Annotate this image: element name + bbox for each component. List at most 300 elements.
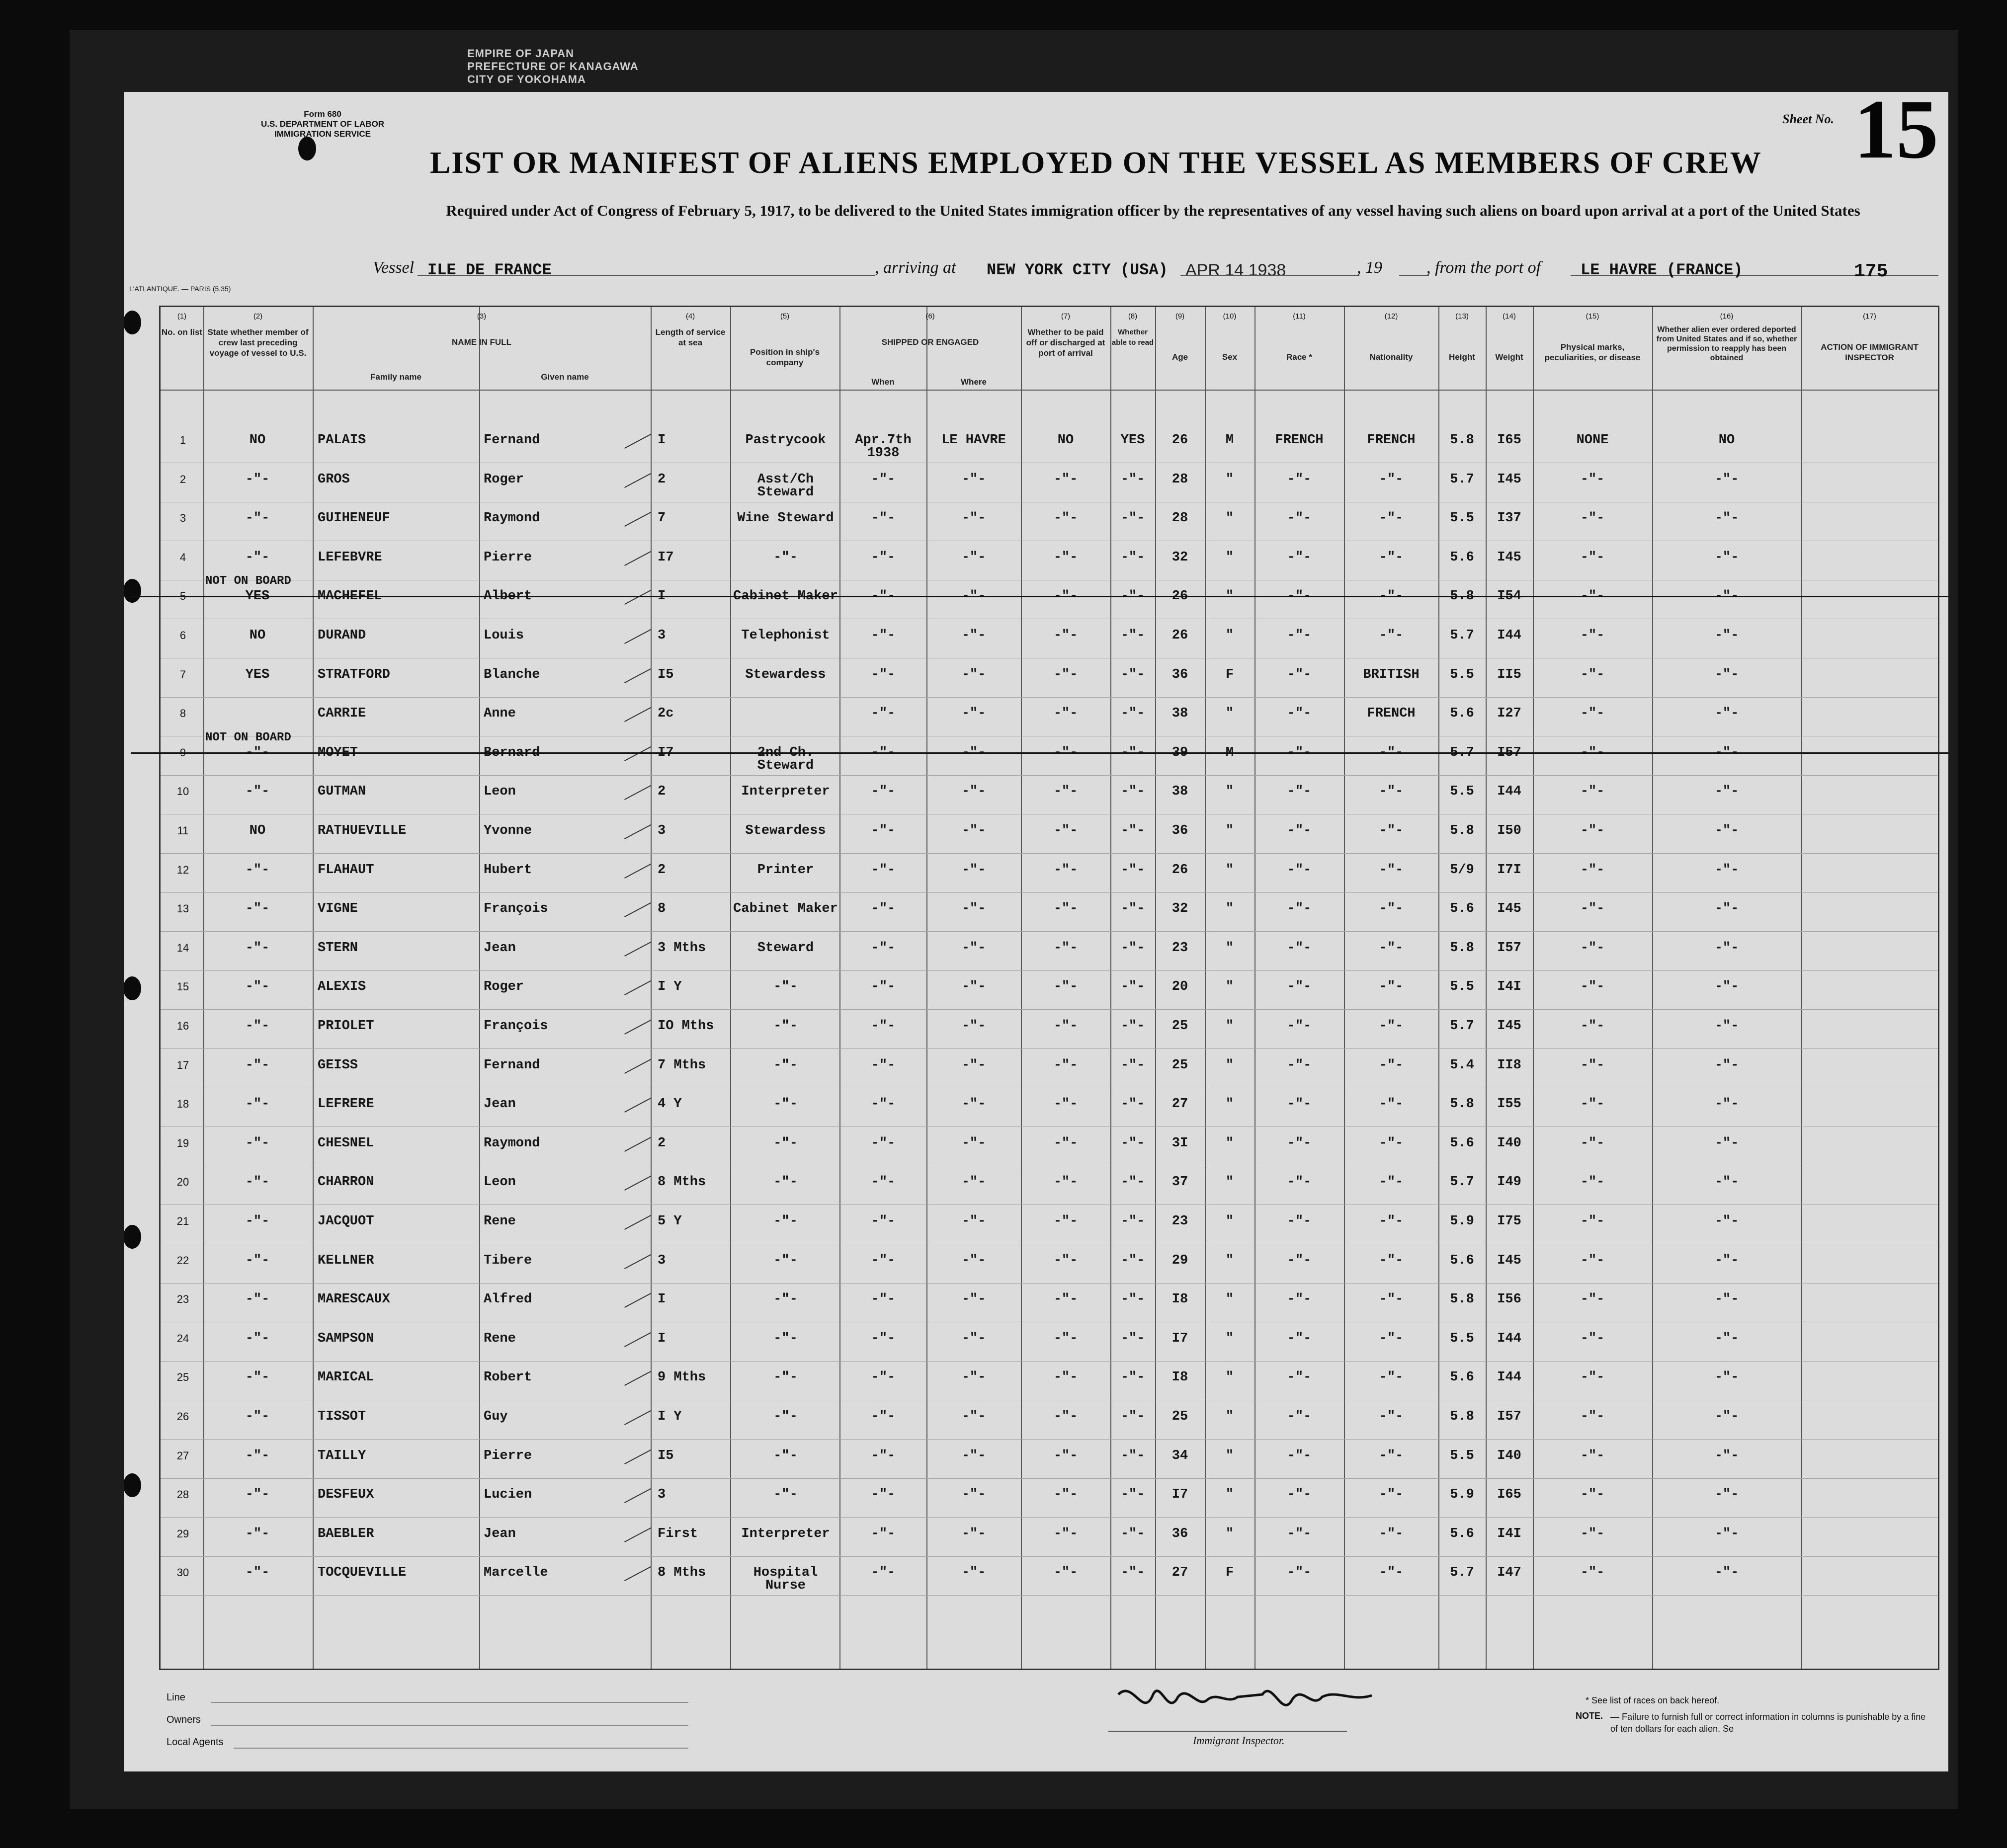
cell-paid: -"-: [1053, 1057, 1078, 1073]
cell-when: -"-: [871, 1370, 896, 1385]
cell-age: I7: [1171, 1487, 1188, 1503]
cell-paid: -"-: [1053, 550, 1078, 565]
table-row: [161, 1137, 1938, 1165]
table-row: [161, 1371, 1938, 1399]
cell-race: -"-: [1287, 511, 1312, 526]
cell-marks: -"-: [1580, 1487, 1605, 1503]
cell-deported: -"-: [1714, 589, 1739, 604]
cell-height: 5.5: [1450, 667, 1474, 682]
document-subtitle: Required under Act of Congress of February 5, 1917, to be delivered to the United States immigration officer by the representatives of any vessel having such aliens on board upon arrival at a port of the United States: [446, 202, 1860, 219]
cell-read: -"-: [1120, 862, 1145, 878]
cell-deported: -"-: [1714, 823, 1739, 838]
cell-read: -"-: [1120, 1135, 1145, 1151]
cell-service: I: [658, 1292, 666, 1307]
cell-position: -"-: [773, 1448, 798, 1463]
cell-family: GUIHENEUF: [318, 511, 390, 526]
cell-service: I7: [658, 745, 674, 760]
cell-deported: -"-: [1714, 1409, 1739, 1424]
cell-service: 7: [658, 511, 666, 526]
cell-no: 7: [179, 668, 186, 681]
cell-prev: -"-: [245, 511, 270, 526]
cell-height: 5.6: [1450, 901, 1474, 917]
col-header-8: Whether able to read: [1111, 328, 1154, 347]
cell-paid: -"-: [1053, 1487, 1078, 1503]
cell-weight: I27: [1497, 706, 1521, 722]
cell-service: 2: [658, 784, 666, 800]
cell-service: I Y: [658, 979, 682, 995]
cell-read: -"-: [1120, 511, 1145, 526]
cell-prev: -"-: [245, 1487, 270, 1503]
cell-prev: -"-: [245, 1448, 270, 1463]
cell-position: Cabinet Maker: [733, 589, 838, 604]
cell-family: KELLNER: [318, 1253, 374, 1268]
cell-paid: -"-: [1053, 1370, 1078, 1385]
cell-where: -"-: [961, 1526, 986, 1541]
cell-no: 19: [176, 1136, 189, 1149]
cell-sex: ": [1225, 472, 1234, 487]
cell-no: 22: [176, 1254, 189, 1267]
cell-family: DURAND: [318, 628, 366, 643]
cell-no: 17: [176, 1058, 189, 1071]
cell-sex: ": [1225, 784, 1234, 800]
cell-read: -"-: [1120, 979, 1145, 995]
cell-where: -"-: [961, 1331, 986, 1346]
cell-sex: F: [1225, 1565, 1234, 1581]
cell-read: -"-: [1120, 901, 1145, 917]
cell-when: -"-: [871, 1526, 896, 1541]
cell-no: 13: [176, 902, 189, 915]
cell-paid: -"-: [1053, 628, 1078, 643]
cell-nat: -"-: [1379, 1253, 1404, 1268]
cell-sex: ": [1225, 1292, 1234, 1307]
cell-prev: -"-: [245, 745, 270, 760]
cell-height: 5.8: [1450, 433, 1474, 448]
cell-weight: I4I: [1497, 979, 1521, 995]
cell-where: -"-: [961, 1057, 986, 1073]
stamp-line-3: CITY OF YOKOHAMA: [467, 73, 586, 85]
cell-height: 5.5: [1450, 784, 1474, 800]
table-row: [161, 1020, 1938, 1047]
cell-when: -"-: [871, 940, 896, 956]
cell-sex: ": [1225, 940, 1234, 956]
cell-service: 3: [658, 1253, 666, 1268]
cell-marks: -"-: [1580, 1057, 1605, 1073]
cell-weight: II8: [1497, 1057, 1521, 1073]
cell-prev: -"-: [245, 550, 270, 565]
cell-paid: -"-: [1053, 589, 1078, 604]
cell-when: -"-: [871, 550, 896, 565]
line-underline: [211, 1702, 688, 1703]
cell-sex: ": [1225, 1487, 1234, 1503]
cell-nat: -"-: [1379, 823, 1404, 838]
cell-where: -"-: [961, 1565, 986, 1581]
cell-age: 23: [1171, 1214, 1188, 1229]
cell-service: 8 Mths: [658, 1565, 706, 1581]
cell-marks: -"-: [1580, 1565, 1605, 1581]
cell-sex: ": [1225, 823, 1234, 838]
cell-paid: -"-: [1053, 1409, 1078, 1424]
cell-given: Lucien: [484, 1487, 532, 1503]
cell-given: Tibere: [484, 1253, 532, 1268]
cell-service: 3: [658, 1487, 666, 1503]
cell-weight: I57: [1497, 940, 1521, 956]
cell-height: 5.8: [1450, 1292, 1474, 1307]
cell-prev: NO: [249, 433, 266, 448]
cell-where: -"-: [961, 1097, 986, 1112]
cell-marks: -"-: [1580, 1214, 1605, 1229]
cell-sex: ": [1225, 1331, 1234, 1346]
row-divider: [161, 892, 1938, 893]
from-label: , from the port of: [1426, 258, 1541, 277]
cell-sex: ": [1225, 1253, 1234, 1268]
col-header-family: Family name: [370, 372, 421, 382]
cell-given: Alfred: [484, 1292, 532, 1307]
cell-prev: -"-: [245, 1409, 270, 1424]
cell-family: BAEBLER: [318, 1526, 374, 1541]
cell-marks: -"-: [1580, 784, 1605, 800]
cell-position: -"-: [773, 979, 798, 995]
arrival-port: NEW YORK CITY (USA): [987, 261, 1168, 279]
cell-no: 18: [176, 1098, 189, 1111]
cell-nat: -"-: [1379, 1175, 1404, 1190]
cell-race: -"-: [1287, 1409, 1312, 1424]
cell-age: 25: [1171, 1019, 1188, 1034]
cell-read: -"-: [1120, 940, 1145, 956]
cell-deported: -"-: [1714, 1370, 1739, 1385]
cell-prev: -"-: [245, 1135, 270, 1151]
cell-sex: ": [1225, 1370, 1234, 1385]
cell-height: 5.8: [1450, 940, 1474, 956]
cell-no: 26: [176, 1410, 189, 1423]
cell-nat: -"-: [1379, 1487, 1404, 1503]
cell-marks: -"-: [1580, 1019, 1605, 1034]
cell-race: -"-: [1287, 784, 1312, 800]
cell-position: -"-: [773, 1097, 798, 1112]
cell-given: Anne: [484, 706, 516, 722]
cell-position: -"-: [773, 1057, 798, 1073]
cell-marks: -"-: [1580, 472, 1605, 487]
cell-when: -"-: [871, 784, 896, 800]
table-row: [161, 1293, 1938, 1321]
cell-prev: -"-: [245, 940, 270, 956]
cell-height: 5.8: [1450, 1097, 1474, 1112]
cell-family: LEFEBVRE: [318, 550, 382, 565]
cell-deported: -"-: [1714, 1448, 1739, 1463]
cell-prev: -"-: [245, 901, 270, 917]
cell-no: 27: [176, 1449, 189, 1462]
cell-position: Hospital Nurse: [753, 1565, 818, 1594]
arriving-label: , arriving at: [875, 258, 956, 277]
year-underline: [1399, 275, 1429, 276]
row-divider: [161, 1048, 1938, 1049]
cell-position: Interpreter: [741, 784, 830, 800]
table-row: [161, 434, 1938, 462]
punch-hole: [124, 579, 141, 603]
cell-when: -"-: [871, 628, 896, 643]
cell-nat: -"-: [1379, 589, 1404, 604]
cell-given: François: [484, 901, 548, 917]
cell-given: Jean: [484, 1097, 516, 1112]
cell-weight: I54: [1497, 589, 1521, 604]
cell-height: 5.7: [1450, 1565, 1474, 1581]
cell-where: -"-: [961, 1487, 986, 1503]
cell-prev: YES: [245, 667, 270, 682]
cell-position: -"-: [773, 1370, 798, 1385]
table-row: [161, 473, 1938, 501]
cell-annotation: NOT ON BOARD: [205, 730, 291, 744]
cell-paid: -"-: [1053, 1565, 1078, 1581]
col-header-7: Whether to be paid off or discharged at port of arrival: [1026, 327, 1105, 358]
cell-paid: -"-: [1053, 823, 1078, 838]
col-header-9: Age: [1171, 352, 1188, 362]
cell-where: -"-: [961, 784, 986, 800]
cell-read: -"-: [1120, 1526, 1145, 1541]
cell-where: -"-: [961, 901, 986, 917]
cell-height: 5.9: [1450, 1214, 1474, 1229]
cell-when: -"-: [871, 1057, 896, 1073]
cell-where: -"-: [961, 706, 986, 722]
cell-race: -"-: [1287, 1565, 1312, 1581]
cell-nat: -"-: [1379, 862, 1404, 878]
cell-where: -"-: [961, 1409, 986, 1424]
cell-service: 2: [658, 862, 666, 878]
line-label: Line: [167, 1692, 185, 1703]
cell-given: Blanche: [484, 667, 540, 682]
cell-marks: -"-: [1580, 1292, 1605, 1307]
cell-paid: -"-: [1053, 667, 1078, 682]
cell-marks: -"-: [1580, 1253, 1605, 1268]
cell-position: Asst/Ch Steward: [757, 472, 814, 500]
cell-deported: NO: [1718, 433, 1735, 448]
cell-deported: -"-: [1714, 1565, 1739, 1581]
cell-no: 8: [179, 707, 186, 720]
owners-label: Owners: [167, 1714, 201, 1725]
cell-height: 5.5: [1450, 1331, 1474, 1346]
cell-marks: -"-: [1580, 550, 1605, 565]
cell-prev: -"-: [245, 1292, 270, 1307]
cell-weight: I45: [1497, 1019, 1521, 1034]
table-row: [161, 668, 1938, 696]
cell-race: -"-: [1287, 1370, 1312, 1385]
cell-where: -"-: [961, 628, 986, 643]
cell-position: 2nd Ch. Steward: [757, 745, 814, 773]
cell-height: 5.6: [1450, 1253, 1474, 1268]
cell-prev: -"-: [245, 1331, 270, 1346]
cell-when: Apr.7th 1938: [855, 433, 912, 461]
cell-prev: -"-: [245, 1175, 270, 1190]
cell-position: -"-: [773, 1487, 798, 1503]
col-header-given: Given name: [541, 372, 589, 382]
vessel-label: Vessel: [373, 258, 415, 277]
cell-where: -"-: [961, 550, 986, 565]
cell-service: 5 Y: [658, 1214, 682, 1229]
cell-prev: -"-: [245, 1565, 270, 1581]
cell-read: YES: [1120, 433, 1145, 448]
cell-weight: I40: [1497, 1135, 1521, 1151]
cell-sex: ": [1225, 1448, 1234, 1463]
col-header-5: Position in ship's company: [750, 347, 820, 367]
cell-height: 5.5: [1450, 511, 1474, 526]
cell-prev: -"-: [245, 1019, 270, 1034]
cell-where: -"-: [961, 979, 986, 995]
cell-prev: -"-: [245, 1057, 270, 1073]
table-row: [161, 707, 1938, 735]
cell-nat: -"-: [1379, 1526, 1404, 1541]
cell-service: 9 Mths: [658, 1370, 706, 1385]
row-divider: [161, 1595, 1938, 1596]
cell-sex: ": [1225, 550, 1234, 565]
cell-when: -"-: [871, 979, 896, 995]
cell-position: Telephonist: [741, 628, 830, 643]
cell-marks: -"-: [1580, 511, 1605, 526]
cell-sex: ": [1225, 1019, 1234, 1034]
col-num-14: (14): [1503, 312, 1516, 321]
cell-when: -"-: [871, 706, 896, 722]
form-header: [261, 109, 384, 139]
cell-height: 5.7: [1450, 745, 1474, 760]
cell-nat: -"-: [1379, 550, 1404, 565]
cell-marks: -"-: [1580, 1448, 1605, 1463]
cell-paid: NO: [1057, 433, 1074, 448]
cell-race: -"-: [1287, 628, 1312, 643]
cell-marks: -"-: [1580, 1097, 1605, 1112]
cell-deported: -"-: [1714, 1526, 1739, 1541]
cell-given: Jean: [484, 940, 516, 956]
cell-race: -"-: [1287, 589, 1312, 604]
row-divider: [161, 1361, 1938, 1362]
cell-age: 26: [1171, 433, 1188, 448]
cell-family: RATHUEVILLE: [318, 823, 407, 838]
cell-nat: -"-: [1379, 1214, 1404, 1229]
date-underline: [1180, 275, 1359, 276]
cell-race: -"-: [1287, 901, 1312, 917]
cell-race: -"-: [1287, 745, 1312, 760]
cell-prev: -"-: [245, 1214, 270, 1229]
cell-marks: -"-: [1580, 667, 1605, 682]
cell-annotation: NOT ON BOARD: [205, 574, 291, 588]
col-num-13: (13): [1455, 312, 1469, 321]
cell-when: -"-: [871, 1253, 896, 1268]
cell-when: -"-: [871, 823, 896, 838]
cell-marks: -"-: [1580, 940, 1605, 956]
document-title: LIST OR MANIFEST OF ALIENS EMPLOYED ON THE VESSEL AS MEMBERS OF CREW: [430, 146, 1762, 180]
cell-sex: ": [1225, 589, 1234, 604]
col-num-7: (7): [1061, 312, 1071, 321]
cell-family: GROS: [318, 472, 350, 487]
cell-paid: -"-: [1053, 1331, 1078, 1346]
cell-given: Marcelle: [484, 1565, 548, 1581]
cell-where: -"-: [961, 589, 986, 604]
cell-read: -"-: [1120, 1292, 1145, 1307]
col-num-8: (8): [1128, 312, 1138, 321]
cell-height: 5.6: [1450, 1526, 1474, 1541]
cell-paid: -"-: [1053, 979, 1078, 995]
cell-weight: I37: [1497, 511, 1521, 526]
cell-where: -"-: [961, 940, 986, 956]
col-num-5: (5): [780, 312, 790, 321]
cell-marks: -"-: [1580, 1370, 1605, 1385]
cell-deported: -"-: [1714, 1253, 1739, 1268]
cell-age: I8: [1171, 1370, 1188, 1385]
cell-nat: -"-: [1379, 1135, 1404, 1151]
col-header-where: Where: [961, 377, 987, 387]
cell-height: 5.6: [1450, 1370, 1474, 1385]
cell-race: -"-: [1287, 979, 1312, 995]
punch-hole: [298, 137, 316, 161]
cell-where: -"-: [961, 1135, 986, 1151]
cell-paid: -"-: [1053, 940, 1078, 956]
cell-given: Leon: [484, 784, 516, 800]
cell-given: Leon: [484, 1175, 516, 1190]
col-num-15: (15): [1586, 312, 1599, 321]
cell-sex: ": [1225, 1409, 1234, 1424]
cell-race: -"-: [1287, 706, 1312, 722]
races-note: * See list of races on back hereof.: [1586, 1695, 1720, 1705]
cell-no: 12: [176, 863, 189, 876]
cell-paid: -"-: [1053, 745, 1078, 760]
inspector-underline: [1108, 1731, 1347, 1732]
cell-when: -"-: [871, 1409, 896, 1424]
cell-service: I: [658, 1331, 666, 1346]
cell-position: -"-: [773, 1331, 798, 1346]
cell-prev: -"-: [245, 1253, 270, 1268]
cell-nat: -"-: [1379, 1019, 1404, 1034]
cell-paid: -"-: [1053, 1253, 1078, 1268]
inspector-label: Immigrant Inspector.: [1193, 1734, 1285, 1747]
row-divider: [161, 1478, 1938, 1479]
cell-nat: -"-: [1379, 1370, 1404, 1385]
cell-sex: ": [1225, 511, 1234, 526]
cell-family: LEFRERE: [318, 1097, 374, 1112]
cell-age: 26: [1171, 589, 1188, 604]
cell-age: 20: [1171, 979, 1188, 995]
cell-service: 2: [658, 1135, 666, 1151]
cell-read: -"-: [1120, 1253, 1145, 1268]
cell-family: MOYET: [318, 745, 358, 760]
cell-weight: I65: [1497, 433, 1521, 448]
cell-family: MACHEFEL: [318, 589, 382, 604]
cell-when: -"-: [871, 1214, 896, 1229]
cell-deported: -"-: [1714, 628, 1739, 643]
cell-race: -"-: [1287, 1019, 1312, 1034]
cell-nat: -"-: [1379, 784, 1404, 800]
cell-when: -"-: [871, 1019, 896, 1034]
cell-deported: -"-: [1714, 1135, 1739, 1151]
cell-weight: I65: [1497, 1487, 1521, 1503]
cell-position: -"-: [773, 1253, 798, 1268]
cell-sex: ": [1225, 1214, 1234, 1229]
cell-height: 5.4: [1450, 1057, 1474, 1073]
cell-deported: -"-: [1714, 706, 1739, 722]
cell-age: 36: [1171, 823, 1188, 838]
cell-weight: I44: [1497, 628, 1521, 643]
cell-where: -"-: [961, 1448, 986, 1463]
cell-deported: -"-: [1714, 979, 1739, 995]
cell-nat: BRITISH: [1363, 667, 1420, 682]
cell-age: 32: [1171, 550, 1188, 565]
cell-given: Jean: [484, 1526, 516, 1541]
cell-position: -"-: [773, 1019, 798, 1034]
col-header-4: Length of service at sea: [655, 327, 726, 347]
row-divider: [161, 775, 1938, 776]
cell-no: 14: [176, 941, 189, 954]
note-text: — Failure to furnish full or correct information in columns is punishable by a fine of ten dollars for each alien. Se: [1610, 1712, 1926, 1734]
cell-given: Roger: [484, 979, 524, 995]
cell-age: 34: [1171, 1448, 1188, 1463]
cell-age: 25: [1171, 1057, 1188, 1073]
cell-position: Cabinet Maker: [733, 901, 838, 917]
col-num-17: (17): [1863, 312, 1876, 321]
